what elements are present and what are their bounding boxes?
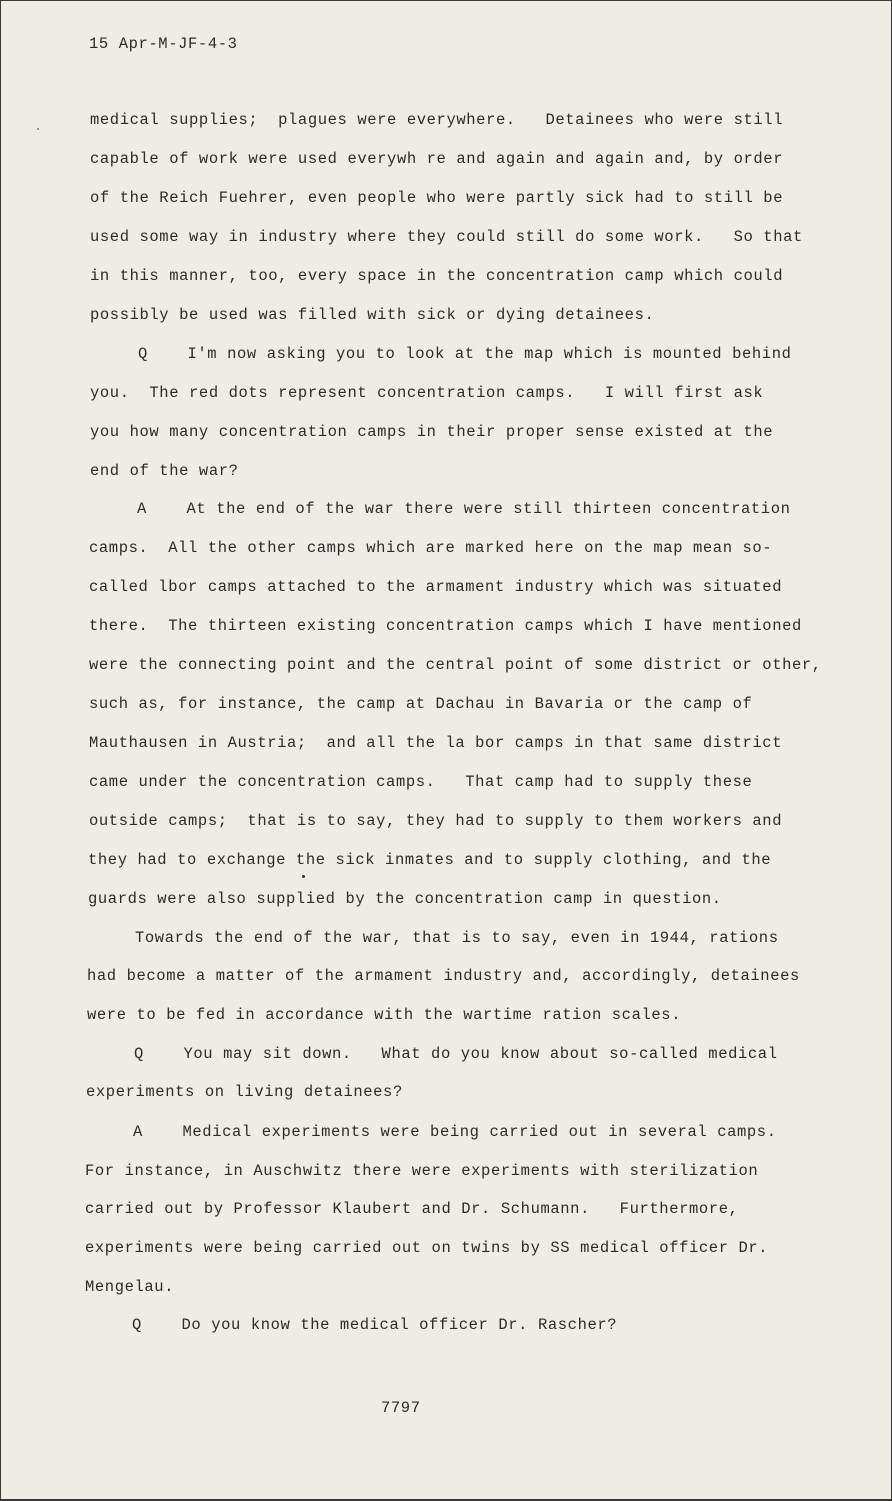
answer-line: A Medical experiments were being carried out in several camps. — [133, 1123, 777, 1141]
text-line: outside camps; that is to say, they had to supply to them workers and — [89, 812, 783, 830]
text-line: there. The thirteen existing concentration camps which I have mentioned — [89, 617, 802, 635]
text-line: had become a matter of the armament industry and, accordingly, detainees — [87, 967, 800, 985]
text-line: possibly be used was filled with sick or dying detainees. — [90, 306, 655, 324]
text-line: Towards the end of the war, that is to say, even in 1944, rations — [135, 929, 779, 947]
text-line: capable of work were used everywh re and again and again and, by order — [90, 150, 784, 168]
text-line: camps. All the other camps which are marked here on the map mean so- — [89, 539, 773, 557]
page-header: 15 Apr-M-JF-4-3 — [89, 35, 238, 53]
answer-line: A At the end of the war there were still thirteen concentration — [137, 500, 791, 518]
text-line: were the connecting point and the central point of some district or other, — [89, 656, 822, 674]
text-line: such as, for instance, the camp at Dachau in Bavaria or the camp of — [89, 695, 753, 713]
text-line: were to be fed in accordance with the wartime ration scales. — [87, 1006, 682, 1024]
text-line: in this manner, too, every space in the concentration camp which could — [90, 267, 784, 285]
page-number: 7797 — [381, 1399, 421, 1417]
text-line: experiments on living detainees? — [86, 1083, 403, 1101]
text-line: Mengelau. — [85, 1278, 175, 1296]
text-line: called lbor camps attached to the armament industry which was situated — [89, 578, 783, 596]
text-line: you. The red dots represent concentration camps. I will first ask — [90, 384, 764, 402]
text-line: came under the concentration camps. That camp had to supply these — [89, 773, 753, 791]
document-page — [1, 1, 891, 1499]
text-line: you how many concentration camps in their proper sense existed at the — [90, 423, 774, 441]
text-line: they had to exchange the sick inmates and to supply clothing, and the — [88, 851, 772, 869]
question-line: Q Do you know the medical officer Dr. Rascher? — [132, 1316, 618, 1334]
question-line: Q I'm now asking you to look at the map which is mounted behind — [138, 345, 792, 363]
text-line: of the Reich Fuehrer, even people who were partly sick had to still be — [90, 189, 784, 207]
text-line: used some way in industry where they could still do some work. So that — [90, 228, 803, 246]
ink-speck — [37, 128, 39, 130]
text-line: medical supplies; plagues were everywhere. Detainees who were still — [90, 111, 784, 129]
text-line: experiments were being carried out on twins by SS medical officer Dr. — [85, 1239, 769, 1257]
text-line: For instance, in Auschwitz there were experiments with sterilization — [85, 1162, 759, 1180]
text-line: carried out by Professor Klaubert and Dr. Schumann. Furthermore, — [85, 1200, 739, 1218]
text-line: end of the war? — [90, 462, 239, 480]
text-line: guards were also supplied by the concentration camp in question. — [88, 890, 722, 908]
question-line: Q You may sit down. What do you know about so-called medical — [134, 1045, 778, 1063]
ink-speck — [302, 875, 305, 878]
text-line: Mauthausen in Austria; and all the la bor camps in that same district — [89, 734, 783, 752]
